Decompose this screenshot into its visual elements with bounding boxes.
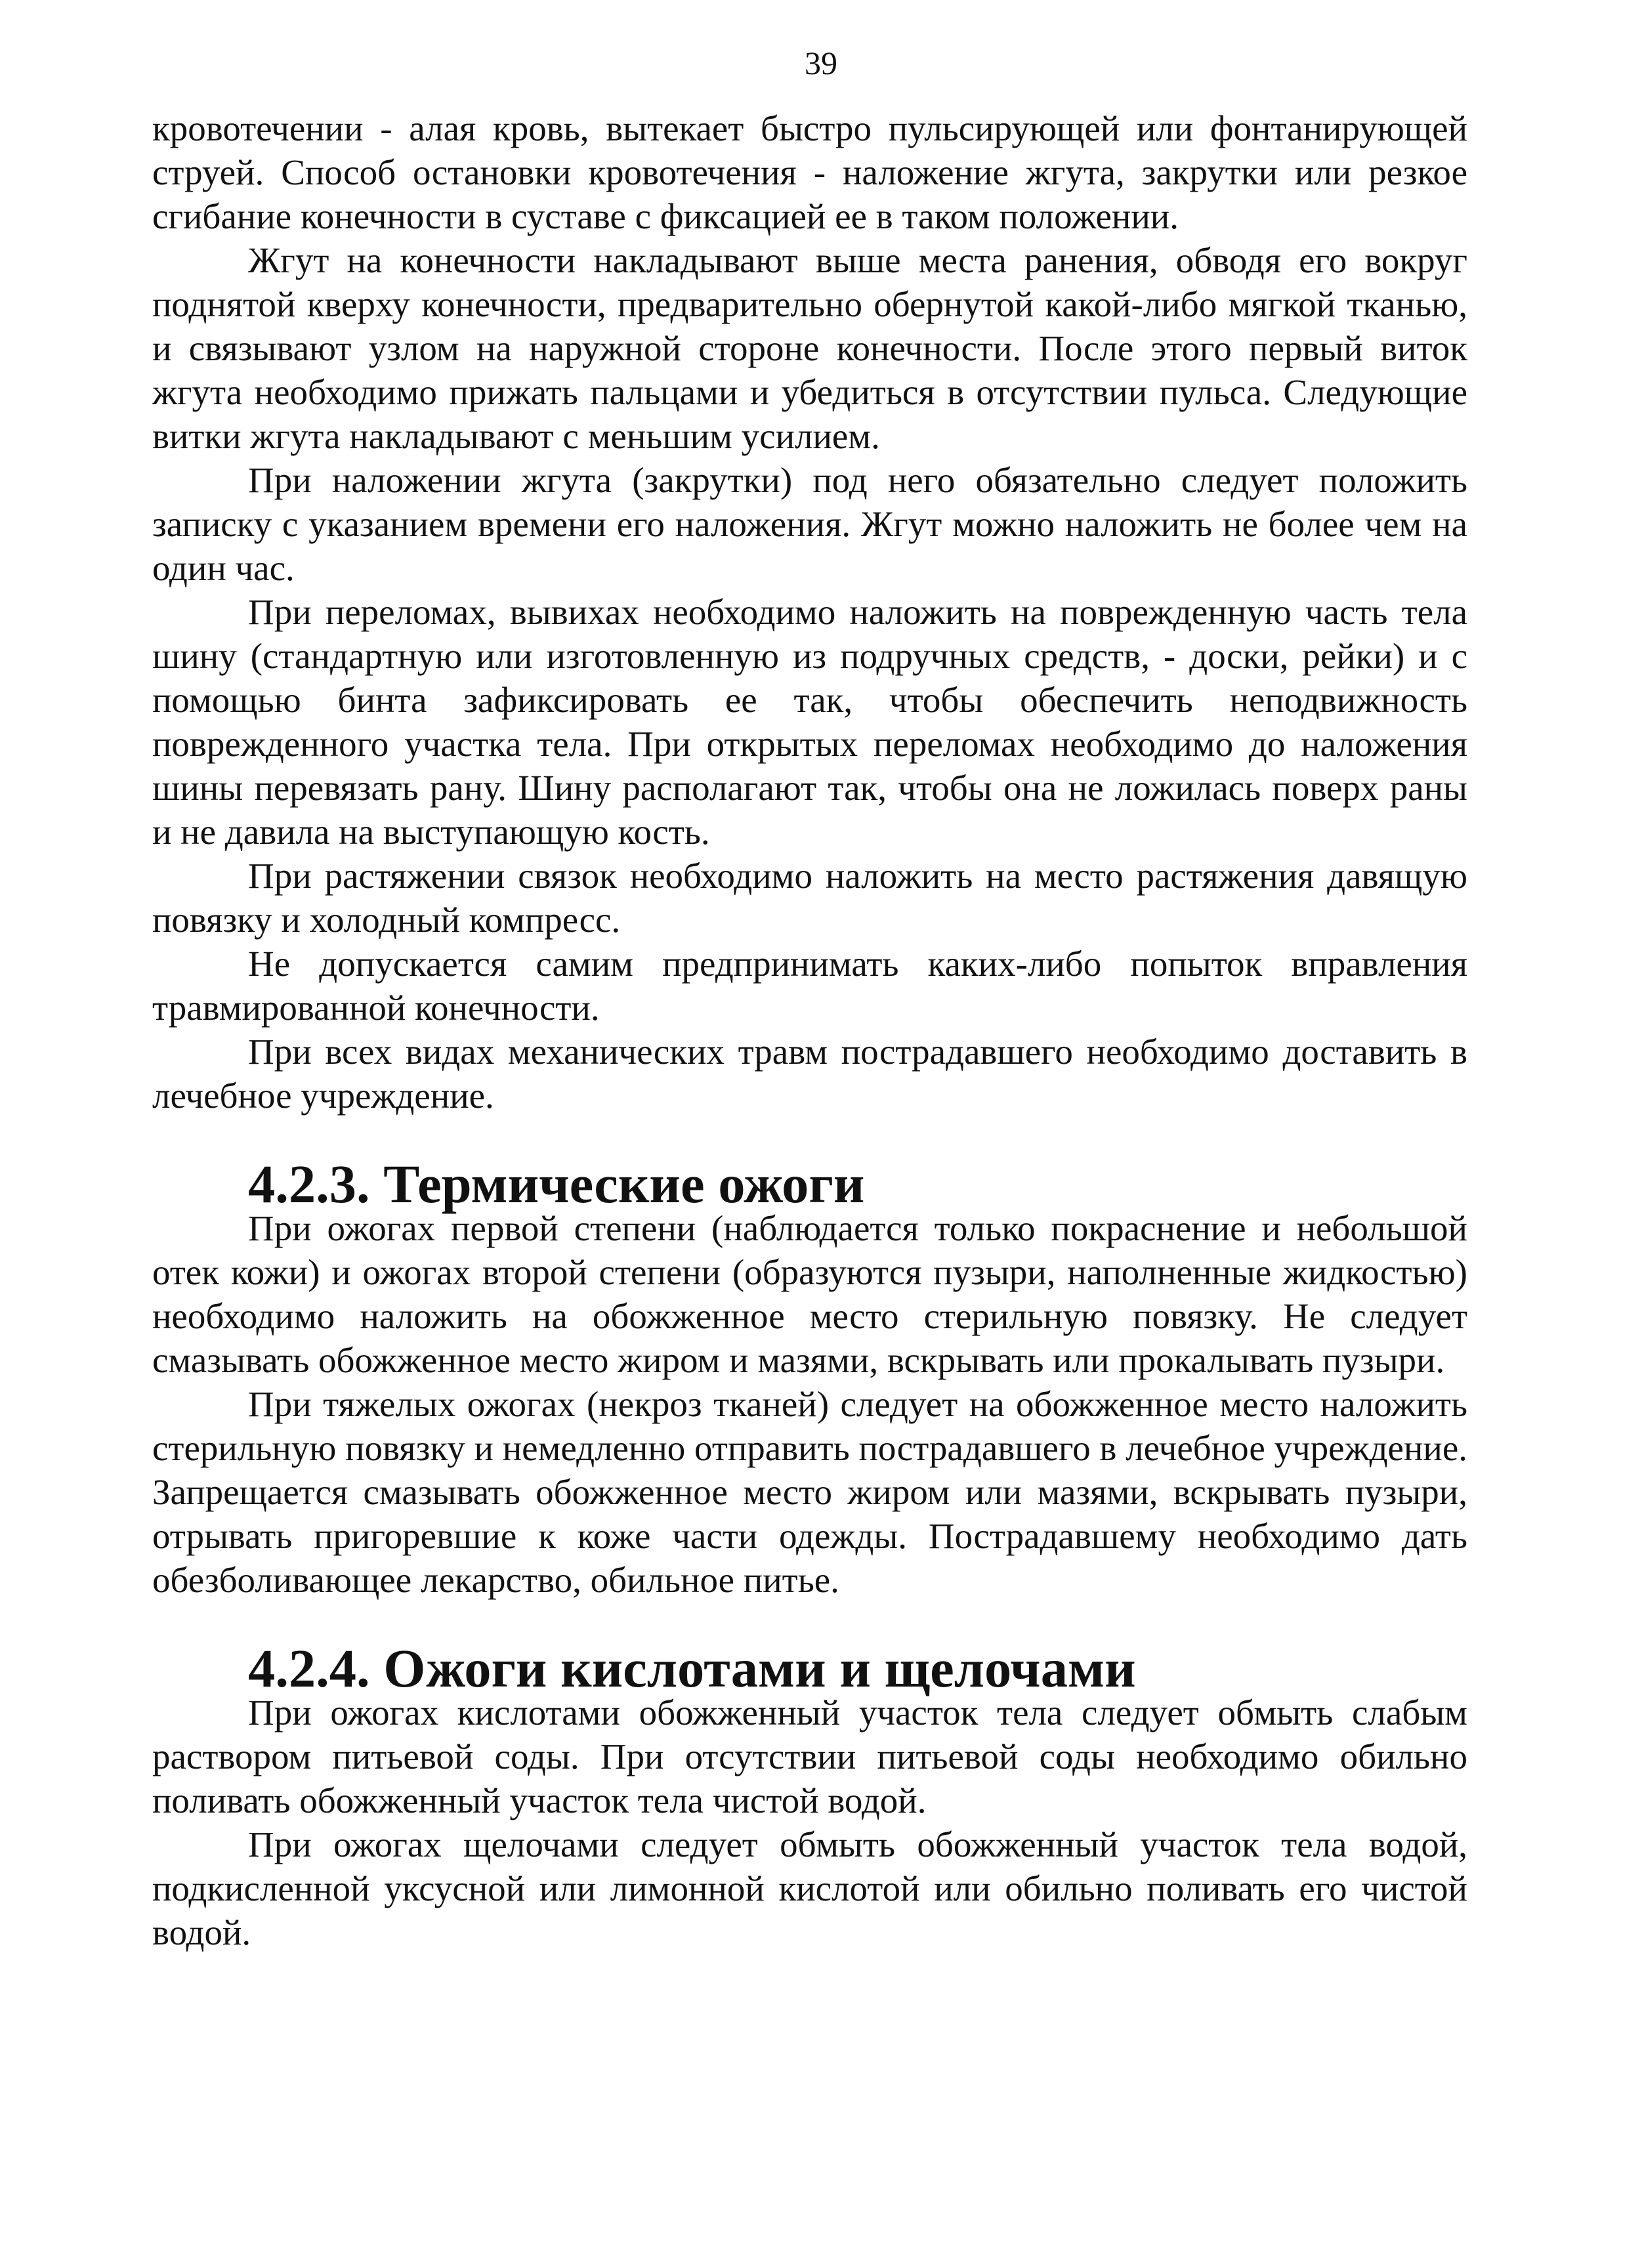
- paragraph-burns-severe: При тяжелых ожогах (некроз тканей) следует на обожженное место наложить стерильную повязку и немедленно отправить пострадавшего в лечебное учреждение. Запрещается смазывать обожженное место жиром или мазями, вскрывать пузыри, отрывать пригоревшие к коже части одежды. Пострадавшему необходимо дать обезболивающее лекарство, обильное питье.: [152, 1384, 1467, 1600]
- paragraph-no-reposition: Не допускается самим предпринимать каких-либо попыток вправления травмированной конечности.: [152, 944, 1467, 1028]
- paragraph-tourniquet-note: При наложении жгута (закрутки) под него обязательно следует положить записку с указанием времени его наложения. Жгут можно наложить не более чем на один час.: [152, 460, 1467, 588]
- paragraph-burns-first-second-degree: При ожогах первой степени (наблюдается только покраснение и небольшой отек кожи) и ожогах второй степени (образуются пузыри, наполненные жидкостью) необходимо наложить на обожженное место стерильную повязку. Не следует смазывать обожженное место жиром и мазями, вскрывать или прокалывать пузыри.: [152, 1208, 1467, 1380]
- paragraph-alkali-burns: При ожогах щелочами следует обмыть обожженный участок тела водой, подкисленной уксусной или лимонной кислотой или обильно поливать его чистой водой.: [152, 1824, 1467, 1952]
- section-heading-thermal-burns: 4.2.3. Термические ожоги: [248, 1154, 865, 1214]
- paragraph-acid-burns: При ожогах кислотами обожженный участок тела следует обмыть слабым раствором питьевой соды. При отсутствии питьевой соды необходимо обильно поливать обожженный участок тела чистой водой.: [152, 1692, 1467, 1820]
- paragraph-tourniquet: Жгут на конечности накладывают выше места ранения, обводя его вокруг поднятой кверху конечности, предварительно обернутой какой-либо мягкой тканью, и связывают узлом на наружной стороне конечности. После этого первый виток жгута необходимо прижать пальцами и убедиться в отсутствии пульса. Следующие витки жгута накладывают с меньшим усилием.: [152, 240, 1467, 456]
- paragraph-bleeding-continued: кровотечении - алая кровь, вытекает быстро пульсирующей или фонтанирующей струей. Способ остановки кровотечения - наложение жгута, закрутки или резкое сгибание конечности в суставе с фиксацией ее в таком положении.: [152, 108, 1467, 236]
- paragraph-transport: При всех видах механических травм пострадавшего необходимо доставить в лечебное учреждение.: [152, 1032, 1467, 1116]
- paragraph-fractures: При переломах, вывихах необходимо наложить на поврежденную часть тела шину (стандартную или изготовленную из подручных средств, - доски, рейки) и с помощью бинта зафиксировать ее так, чтобы обеспечить неподвижность поврежденного участка тела. При открытых переломах необходимо до наложения шины перевязать рану. Шину располагают так, чтобы она не ложилась поверх раны и не давила на выступающую кость.: [152, 592, 1467, 852]
- page-number: 39: [805, 45, 837, 81]
- section-heading-chemical-burns: 4.2.4. Ожоги кислотами и щелочами: [248, 1638, 1136, 1698]
- paragraph-sprains: При растяжении связок необходимо наложить на место растяжения давящую повязку и холодный компресс.: [152, 856, 1467, 940]
- page-body: [152, 106, 1467, 1954]
